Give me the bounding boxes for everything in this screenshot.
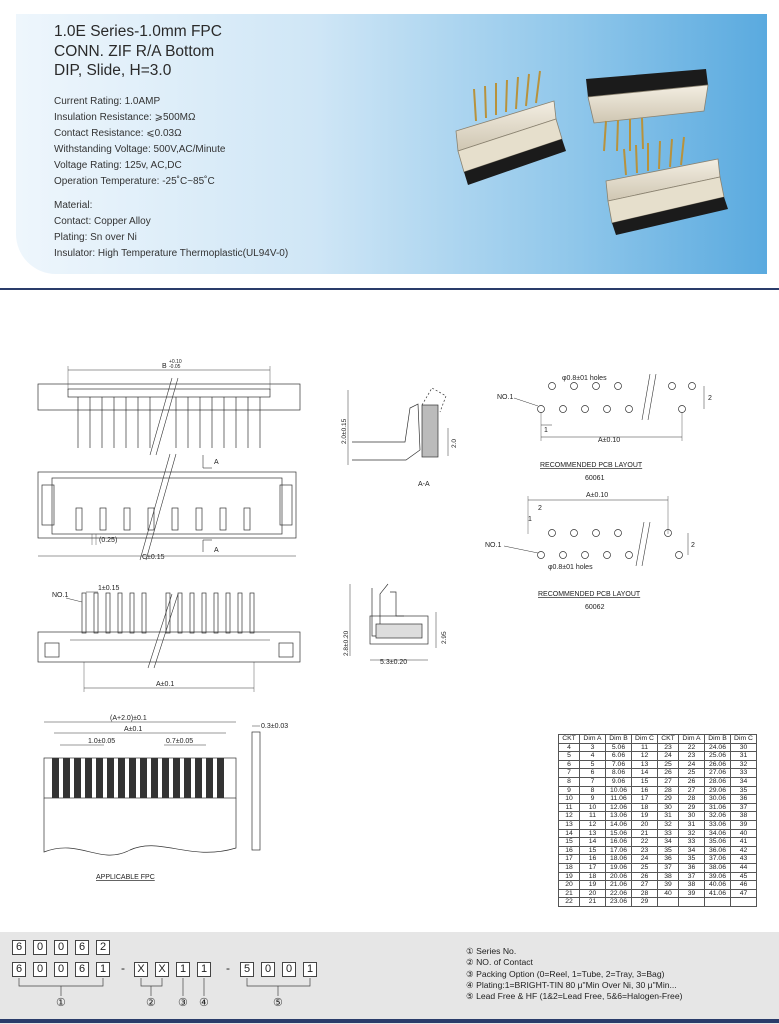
table-cell: 32.06 <box>705 812 731 821</box>
header-banner <box>16 14 767 274</box>
pn-row1-digit: 6 <box>12 940 26 955</box>
table-cell: 24 <box>632 855 658 864</box>
pcb-layout-title-a: RECOMMENDED PCB LAYOUT <box>540 462 643 469</box>
table-cell: 9 <box>580 795 606 804</box>
pcb-holes-row2 <box>538 406 686 413</box>
table-cell: 4 <box>559 743 580 752</box>
connector-left <box>456 71 566 185</box>
table-cell: 39.06 <box>705 872 731 881</box>
table-cell: 40.06 <box>705 881 731 890</box>
table-cell: 13.06 <box>606 812 632 821</box>
material-plating: Plating: Sn over Ni <box>54 232 137 243</box>
table-cell: 28 <box>679 795 705 804</box>
table-row <box>559 820 757 829</box>
table-cell: 37.06 <box>705 855 731 864</box>
table-cell: 23 <box>632 846 658 855</box>
legend-item-leadfree: ⑤ Lead Free & HF (1&2=Lead Free, 5&6=Halogen-Free) <box>466 991 683 1002</box>
table-body <box>559 743 757 906</box>
pcb-dim-1-b: 1 <box>528 516 532 523</box>
table-cell: 26 <box>679 777 705 786</box>
applicable-fpc-label: APPLICABLE FPC <box>96 874 155 881</box>
table-row <box>559 872 757 881</box>
table-cell: 38 <box>731 812 757 821</box>
fpc-a-label: A±0.1 <box>124 726 143 733</box>
legend-item-packing: ③ Packing Option (0=Reel, 1=Tube, 2=Tray, 3=Bag) <box>466 968 665 979</box>
fpc-total-label: (A+2.0)±0.1 <box>110 715 147 722</box>
table-cell: 31 <box>679 820 705 829</box>
table-cell: 14 <box>580 838 606 847</box>
material-contact: Contact: Copper Alloy <box>54 216 151 227</box>
table-cell: 20 <box>580 889 606 898</box>
table-cell: 41 <box>731 838 757 847</box>
table-cell: 34 <box>679 846 705 855</box>
table-cell: 6 <box>580 769 606 778</box>
table-cell: 8 <box>559 777 580 786</box>
pn-contact-digit: X <box>134 962 148 977</box>
table-cell: 25.06 <box>705 752 731 761</box>
table-cell: 10 <box>580 803 606 812</box>
table-cell: 36 <box>731 795 757 804</box>
pn-leadfree-digit: 0 <box>282 962 296 977</box>
table-cell: 29 <box>632 898 658 907</box>
table-cell: 6 <box>559 760 580 769</box>
pcb-layout-title-b: RECOMMENDED PCB LAYOUT <box>538 591 641 598</box>
section-mark-bottom: A <box>214 547 219 554</box>
table-cell: 36 <box>679 863 705 872</box>
table-row <box>559 846 757 855</box>
table-header-cell: Dim A <box>679 735 705 744</box>
pcb-holes-row1 <box>549 383 696 390</box>
pcb-holes-row4 <box>538 552 683 559</box>
table-cell: 17 <box>559 855 580 864</box>
pn-row1-digit: 6 <box>75 940 89 955</box>
table-cell: 22 <box>679 743 705 752</box>
table-cell: 37 <box>658 863 679 872</box>
table-cell: 10.06 <box>606 786 632 795</box>
table-cell: 15.06 <box>606 829 632 838</box>
table-cell: 18.06 <box>606 855 632 864</box>
pn-leadfree-digit: 1 <box>303 962 317 977</box>
dim-025-label: (0.25) <box>99 537 118 544</box>
table-cell: 26 <box>632 872 658 881</box>
table-header-cell: Dim B <box>705 735 731 744</box>
pn-series-digit: 6 <box>75 962 89 977</box>
table-cell: 17 <box>580 863 606 872</box>
table-cell: 44 <box>731 863 757 872</box>
table-cell: 38 <box>658 872 679 881</box>
front-view-contacts <box>76 508 250 530</box>
dim-28-label: 2.8±0.20 <box>343 630 350 656</box>
pcb-dim-a-label-b: A±0.10 <box>586 492 609 499</box>
spec-insulation: Insulation Resistance: ⩾500MΩ <box>54 112 196 123</box>
table-cell: 19.06 <box>606 863 632 872</box>
pn-index-3: ③ <box>178 997 188 1009</box>
pn-series-digit: 1 <box>96 962 110 977</box>
table-cell: 29 <box>658 795 679 804</box>
table-cell: 31.06 <box>705 803 731 812</box>
side-view <box>343 584 448 666</box>
table-header-cell: Dim B <box>606 735 632 744</box>
table-cell: 15 <box>632 777 658 786</box>
pcb-layout-60062 <box>485 492 695 611</box>
table-cell: 18 <box>559 863 580 872</box>
pn-contact-digit: X <box>155 962 169 977</box>
table-cell: 13 <box>632 760 658 769</box>
table-row <box>559 812 757 821</box>
material-list <box>54 198 288 262</box>
part-number-footer <box>0 932 779 1024</box>
pcb-dim-a-label-a: A±0.10 <box>598 437 621 444</box>
dim-b-tol-bot: -0.05 <box>169 364 181 370</box>
table-cell: 34 <box>731 777 757 786</box>
table-row <box>559 795 757 804</box>
table-cell: 37 <box>731 803 757 812</box>
top-view-pins <box>78 397 260 448</box>
table-row <box>559 786 757 795</box>
table-cell: 23 <box>658 743 679 752</box>
table-cell: 32 <box>658 820 679 829</box>
table-cell: 26.06 <box>705 760 731 769</box>
table-row <box>559 855 757 864</box>
table-cell: 16 <box>580 855 606 864</box>
table-cell: 21 <box>559 889 580 898</box>
spec-list <box>54 94 225 190</box>
table-cell: 39 <box>679 889 705 898</box>
table-cell <box>679 898 705 907</box>
table-cell: 14 <box>632 769 658 778</box>
table-header-cell: Dim C <box>731 735 757 744</box>
table-row <box>559 838 757 847</box>
table-cell: 28 <box>632 889 658 898</box>
table-row <box>559 752 757 761</box>
dim-a-bottom-label: A±0.1 <box>156 681 175 688</box>
legend-item-plating: ④ Plating:1=BRIGHT-TIN 80 μ"Min Over Ni, 30 μ"Min... <box>466 979 677 990</box>
table-cell: 21.06 <box>606 881 632 890</box>
table-cell: 21 <box>580 898 606 907</box>
spec-temperature: Operation Temperature: -25˚C~85˚C <box>54 176 215 187</box>
pcb-part-60062: 60062 <box>585 604 605 611</box>
table-cell: 18 <box>580 872 606 881</box>
table-row <box>559 881 757 890</box>
table-cell: 5.06 <box>606 743 632 752</box>
table-row <box>559 898 757 907</box>
table-cell: 7.06 <box>606 760 632 769</box>
dim-h-label: 2.0±0.15 <box>341 418 348 444</box>
table-cell: 16 <box>632 786 658 795</box>
table-cell: 13 <box>559 820 580 829</box>
table-cell: 4 <box>580 752 606 761</box>
table-row <box>559 889 757 898</box>
product-title <box>54 22 384 81</box>
title-line: 1.0E Series-1.0mm FPC <box>54 23 222 40</box>
table-cell: 3 <box>580 743 606 752</box>
pcb-dim-2-b: 2 <box>538 505 542 512</box>
table-cell: 16.06 <box>606 838 632 847</box>
table-cell: 24 <box>679 760 705 769</box>
table-cell: 27.06 <box>705 769 731 778</box>
table-cell: 28.06 <box>705 777 731 786</box>
table-cell: 15 <box>580 846 606 855</box>
table-cell: 33.06 <box>705 820 731 829</box>
table-cell: 11 <box>632 743 658 752</box>
table-cell: 39 <box>731 820 757 829</box>
table-header-cell: Dim C <box>632 735 658 744</box>
table-cell: 35 <box>679 855 705 864</box>
table-row <box>559 760 757 769</box>
table-header-row <box>559 735 757 744</box>
table-cell: 8.06 <box>606 769 632 778</box>
table-cell: 25 <box>658 760 679 769</box>
table-cell: 20 <box>632 820 658 829</box>
pn-plating-digit: 1 <box>197 962 211 977</box>
pn-index-1: ① <box>56 997 66 1009</box>
table-cell: 34.06 <box>705 829 731 838</box>
table-cell: 12 <box>580 820 606 829</box>
table-cell: 38.06 <box>705 863 731 872</box>
holes-label-a: φ0.8±01 holes <box>562 375 607 382</box>
table-cell: 9 <box>559 786 580 795</box>
table-cell: 27 <box>679 786 705 795</box>
pn-index-2: ② <box>146 997 156 1009</box>
table-cell: 11 <box>559 803 580 812</box>
table-cell: 38 <box>679 881 705 890</box>
holes-label-b: φ0.8±01 holes <box>548 564 593 571</box>
pn-row1-digit: 2 <box>96 940 110 955</box>
table-cell: 29 <box>679 803 705 812</box>
table-cell: 45 <box>731 872 757 881</box>
legend-item-series: ① Series No. <box>466 946 517 956</box>
spec-contact-resistance: Contact Resistance: ⩽0.03Ω <box>54 128 182 139</box>
table-cell: 35.06 <box>705 838 731 847</box>
pcb-layout-60061 <box>497 374 712 482</box>
table-row <box>559 743 757 752</box>
table-cell: 31 <box>658 812 679 821</box>
bottom-view <box>38 585 300 692</box>
table-cell: 35 <box>658 846 679 855</box>
table-cell: 8 <box>580 786 606 795</box>
table-cell: 14 <box>559 829 580 838</box>
pitch-label: 1±0.15 <box>98 585 120 592</box>
pcb-holes-row3 <box>549 530 672 537</box>
table-cell: 34 <box>658 838 679 847</box>
table-cell: 36 <box>658 855 679 864</box>
table-cell: 14.06 <box>606 820 632 829</box>
connector-bottom <box>606 137 728 235</box>
table-cell: 5 <box>580 760 606 769</box>
table-cell: 17 <box>632 795 658 804</box>
pn-row1-digit: 0 <box>54 940 68 955</box>
table-cell: 23.06 <box>606 898 632 907</box>
table-cell: 25 <box>632 863 658 872</box>
spec-withstanding: Withstanding Voltage: 500V,AC/Minute <box>54 144 226 155</box>
table-cell: 30 <box>679 812 705 821</box>
table-cell: 19 <box>580 881 606 890</box>
material-insulator: Insulator: High Temperature Thermoplastic(UL94V-0) <box>54 248 289 259</box>
pcb-dim-2-c: 2 <box>691 542 695 549</box>
table-row <box>559 769 757 778</box>
footer-bottom-line <box>0 1019 779 1023</box>
table-cell <box>731 898 757 907</box>
table-cell: 19 <box>559 872 580 881</box>
no1-label-a: NO.1 <box>497 394 514 401</box>
pn-packing-digit: 1 <box>176 962 190 977</box>
table-cell: 11 <box>580 812 606 821</box>
table-cell: 46 <box>731 881 757 890</box>
dim-c-label: C±0.15 <box>142 554 165 561</box>
dim-295-label: 2.95 <box>441 631 448 644</box>
spec-current: Current Rating: 1.0AMP <box>54 96 161 107</box>
table-cell: 28 <box>658 786 679 795</box>
fpc-thickness-label: 0.3±0.03 <box>261 723 289 730</box>
table-cell: 30 <box>658 803 679 812</box>
table-cell: 17.06 <box>606 846 632 855</box>
table-cell: 37 <box>679 872 705 881</box>
table-cell: 33 <box>731 769 757 778</box>
table-cell <box>658 898 679 907</box>
table-header-cell: Dim A <box>580 735 606 744</box>
section-mark-top: A <box>214 459 219 466</box>
pn-leadfree-digit: 0 <box>261 962 275 977</box>
table-cell: 39 <box>658 881 679 890</box>
connector-photo <box>436 59 736 239</box>
table-cell: 27 <box>658 777 679 786</box>
table-cell: 35 <box>731 786 757 795</box>
table-cell: 12 <box>559 812 580 821</box>
top-view <box>38 359 300 455</box>
table-cell: 7 <box>559 769 580 778</box>
bottom-view-pins <box>82 593 254 633</box>
table-cell: 25 <box>679 769 705 778</box>
pn-index-4: ④ <box>199 997 209 1009</box>
table-cell: 32 <box>679 829 705 838</box>
table-cell: 12.06 <box>606 803 632 812</box>
table-cell: 13 <box>580 829 606 838</box>
table-cell <box>705 898 731 907</box>
table-cell: 22 <box>632 838 658 847</box>
table-cell: 26 <box>658 769 679 778</box>
title-line: CONN. ZIF R/A Bottom <box>54 42 215 60</box>
table-cell: 9.06 <box>606 777 632 786</box>
table-cell: 10 <box>559 795 580 804</box>
connector-top <box>586 69 708 151</box>
no1-label-b: NO.1 <box>485 542 502 549</box>
table-cell: 27 <box>632 881 658 890</box>
dim-b-tol-top: +0.10 <box>169 359 182 365</box>
table-cell: 21 <box>632 829 658 838</box>
table-cell: 22 <box>559 898 580 907</box>
pn-brackets <box>0 932 440 1024</box>
pcb-dim-2-a: 2 <box>708 395 712 402</box>
material-heading: Material: <box>54 200 93 211</box>
pcb-dim-1-a: 1 <box>544 427 548 434</box>
table-cell: 24 <box>658 752 679 761</box>
table-cell: 15 <box>559 838 580 847</box>
table-cell: 40 <box>658 889 679 898</box>
table-cell: 20 <box>559 881 580 890</box>
table-cell: 32 <box>731 760 757 769</box>
table-header-cell: CKT <box>559 735 580 744</box>
pcb-part-60061: 60061 <box>585 475 605 482</box>
table-cell: 30.06 <box>705 795 731 804</box>
legend-item-contacts: ② NO. of Contact <box>466 957 533 968</box>
table-cell: 29.06 <box>705 786 731 795</box>
table-cell: 42 <box>731 846 757 855</box>
table-cell: 41.06 <box>705 889 731 898</box>
section-aa-label: A-A <box>418 481 430 488</box>
pn-series-digit: 0 <box>33 962 47 977</box>
table-header-cell: CKT <box>658 735 679 744</box>
table-cell: 22.06 <box>606 889 632 898</box>
table-row <box>559 829 757 838</box>
title-line: DIP, Slide, H=3.0 <box>54 62 172 79</box>
pn-dash: - <box>121 961 125 975</box>
table-cell: 5 <box>559 752 580 761</box>
table-cell: 23 <box>679 752 705 761</box>
table-cell: 6.06 <box>606 752 632 761</box>
applicable-fpc <box>44 715 288 881</box>
table-cell: 7 <box>580 777 606 786</box>
table-cell: 33 <box>658 829 679 838</box>
no1-label-bottom: NO.1 <box>52 592 69 599</box>
pn-legend <box>466 946 682 1002</box>
pn-series-digit: 6 <box>12 962 26 977</box>
dim-20-label: 2.0 <box>451 438 458 448</box>
table-cell: 30 <box>731 743 757 752</box>
table-cell: 12 <box>632 752 658 761</box>
table-cell: 43 <box>731 855 757 864</box>
table-cell: 18 <box>632 803 658 812</box>
table-cell: 24.06 <box>705 743 731 752</box>
pn-leadfree-digit: 5 <box>240 962 254 977</box>
dimension-table <box>558 734 757 907</box>
table-cell: 47 <box>731 889 757 898</box>
section-aa <box>341 388 458 488</box>
fpc-width-label: 0.7±0.05 <box>166 738 194 745</box>
dim-b-label: B <box>162 363 167 370</box>
pn-row1-digit: 0 <box>33 940 47 955</box>
table-row <box>559 803 757 812</box>
table-row <box>559 863 757 872</box>
table-cell: 16 <box>559 846 580 855</box>
pn-series-digit: 0 <box>54 962 68 977</box>
fpc-pitch-label: 1.0±0.05 <box>88 738 116 745</box>
dim-53-label: 5.3±0.20 <box>380 659 408 666</box>
spec-voltage: Voltage Rating: 125v, AC,DC <box>54 160 182 171</box>
table-cell: 33 <box>679 838 705 847</box>
front-view <box>38 454 296 561</box>
table-cell: 11.06 <box>606 795 632 804</box>
table-row <box>559 777 757 786</box>
table-cell: 36.06 <box>705 846 731 855</box>
table-cell: 20.06 <box>606 872 632 881</box>
pn-dash: - <box>226 961 230 975</box>
pn-index-5: ⑤ <box>273 997 283 1009</box>
table-cell: 19 <box>632 812 658 821</box>
table-cell: 40 <box>731 829 757 838</box>
table-cell: 31 <box>731 752 757 761</box>
